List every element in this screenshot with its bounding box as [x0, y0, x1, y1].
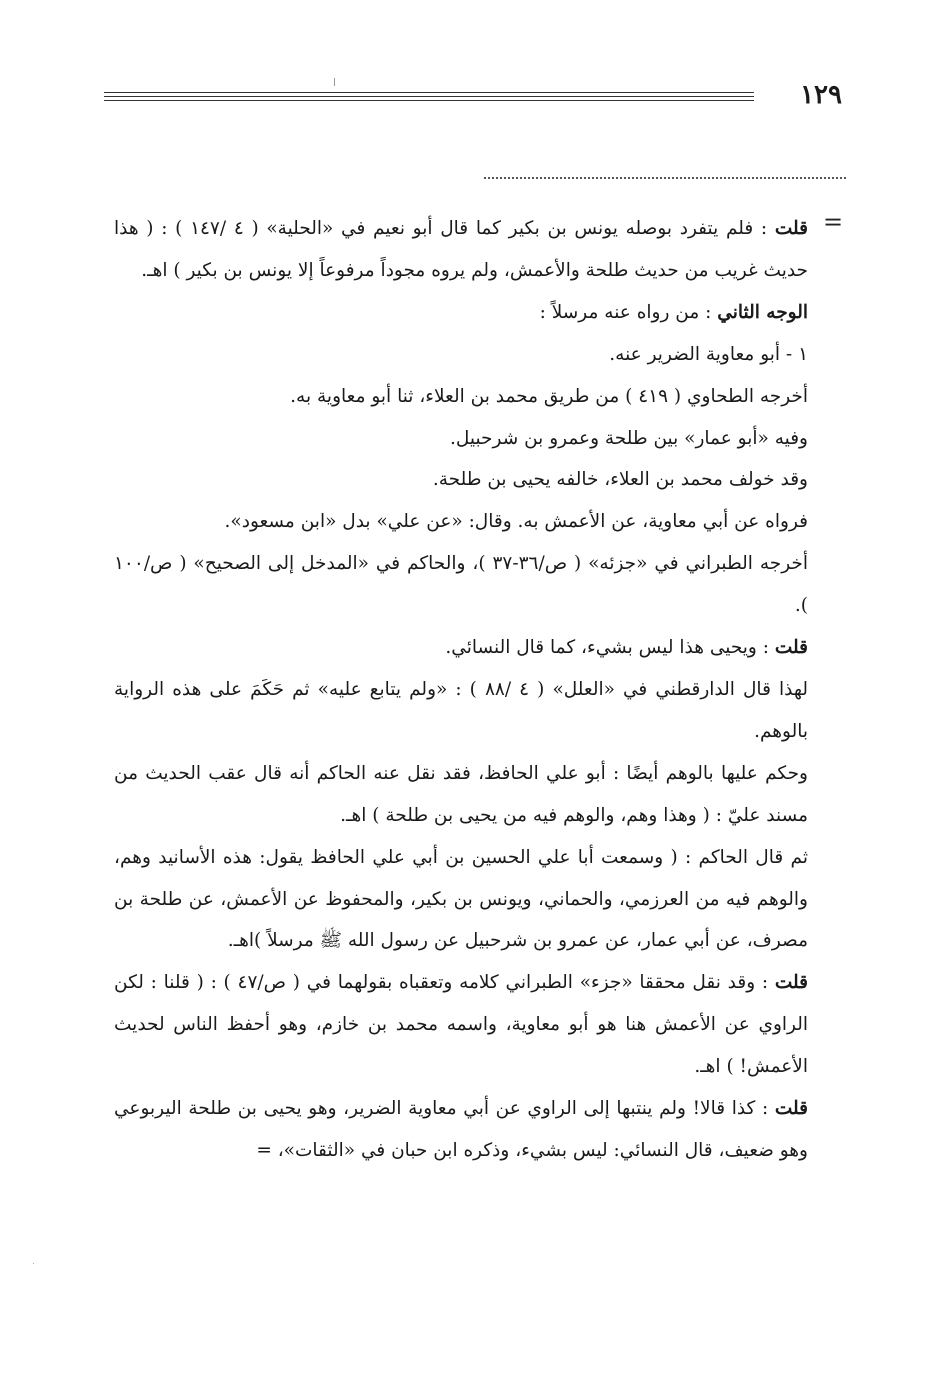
- paragraph-text: : كذا قالا! ولم ينتبها إلى الراوي عن أبي معاوية الضرير، وهو يحيى بن طلحة اليربوعي وهو ضعيف، قال النسائي: ليس بشيء، وذكره ابن حبان في «الثقات»، =: [114, 1098, 808, 1161]
- paragraph: [114, 292, 808, 334]
- paragraph: [114, 1088, 808, 1172]
- paragraph: [114, 753, 808, 837]
- paragraph: [114, 376, 808, 418]
- keyword: قلت: [774, 1098, 808, 1120]
- keyword: الوجه الثاني: [717, 301, 808, 323]
- continuation-mark: =: [823, 208, 844, 236]
- paragraph: [114, 627, 808, 669]
- paragraph-text: أخرجه الطبراني في «جزئه» ( ص/٣٦-٣٧ )، والحاكم في «المدخل إلى الصحيح» ( ص/١٠٠ ).: [114, 553, 808, 617]
- keyword: قلت: [774, 972, 808, 994]
- paragraph-text: وفيه «أبو عمار» بين طلحة وعمرو بن شرحبيل.: [450, 427, 808, 449]
- scan-mark: [334, 78, 335, 86]
- paragraph-text: ثم قال الحاكم : ( وسمعت أبا علي الحسين بن أبي علي الحافظ يقول: هذه الأسانيد وهم، والوهم فيه من العرزمي، والحماني، ويونس بن بكير، والمحفوظ عن الأعمش، عن طلحة بن مصرف، عن أبي عمار، عن عمرو بن شرحبيل عن رسول الله ﷺ مرسلاً )اهـ.: [114, 846, 808, 952]
- paragraph-text: : ويحيى هذا ليس بشيء، كما قال النسائي.: [445, 637, 775, 659]
- page-header: [104, 80, 846, 112]
- scan-mark: [33, 1263, 34, 1264]
- paragraph-text: وقد خولف محمد بن العلاء، خالفه يحيى بن طلحة.: [432, 469, 808, 491]
- page-number: ١٢٩: [794, 80, 848, 110]
- paragraph: [114, 208, 808, 292]
- keyword: قلت: [774, 637, 808, 659]
- paragraph: [114, 669, 808, 753]
- paragraph: [114, 837, 808, 963]
- paragraph: [114, 501, 808, 543]
- paragraph-text: ١ - أبو معاوية الضرير عنه.: [609, 343, 808, 365]
- paragraph: [114, 418, 808, 460]
- header-rule: [104, 92, 754, 106]
- paragraph-text: : فلم يتفرد بوصله يونس بن بكير كما قال أبو نعيم في «الحلية» ( ٤ /١٤٧ ) : ( هذا حديث غريب من حديث طلحة والأعمش، ولم يروه مجوداً مرفوعاً إلا يونس بن بكير ) اهـ.: [114, 218, 808, 281]
- paragraph: [114, 962, 808, 1088]
- footnote-body: [114, 208, 808, 1172]
- paragraph: [114, 543, 808, 627]
- paragraph: [114, 459, 808, 501]
- paragraph-text: وحكم عليها بالوهم أيضًا : أبو علي الحافظ، فقد نقل عنه الحاكم أنه قال عقب الحديث من مسند عليّ : ( وهذا وهم، والوهم فيه من يحيى بن طلحة ) اهـ.: [114, 762, 808, 826]
- paragraph: [114, 334, 808, 376]
- paragraph-text: : من رواه عنه مرسلاً :: [539, 301, 718, 323]
- paragraph-text: : وقد نقل محققا «جزء» الطبراني كلامه وتعقباه بقولهما في ( ص/٤٧ ) : ( قلنا : لكن الراوي عن الأعمش هنا هو أبو معاوية، واسمه محمد بن خازم، وهو أحفظ الناس لحديث الأعمش! ) اهـ.: [114, 972, 808, 1078]
- keyword: قلت: [774, 218, 808, 239]
- footnote-separator: [484, 177, 846, 179]
- paragraph-text: فرواه عن أبي معاوية، عن الأعمش به. وقال: «عن علي» بدل «ابن مسعود».: [224, 511, 808, 533]
- paragraph-text: أخرجه الطحاوي ( ٤١٩ ) من طريق محمد بن العلاء، ثنا أبو معاوية به.: [290, 385, 808, 407]
- paragraph-text: لهذا قال الدارقطني في «العلل» ( ٤ /٨٨ ) : «ولم يتابع عليه» ثم حَكَمَ على هذه الرواية بالوهم.: [114, 678, 808, 742]
